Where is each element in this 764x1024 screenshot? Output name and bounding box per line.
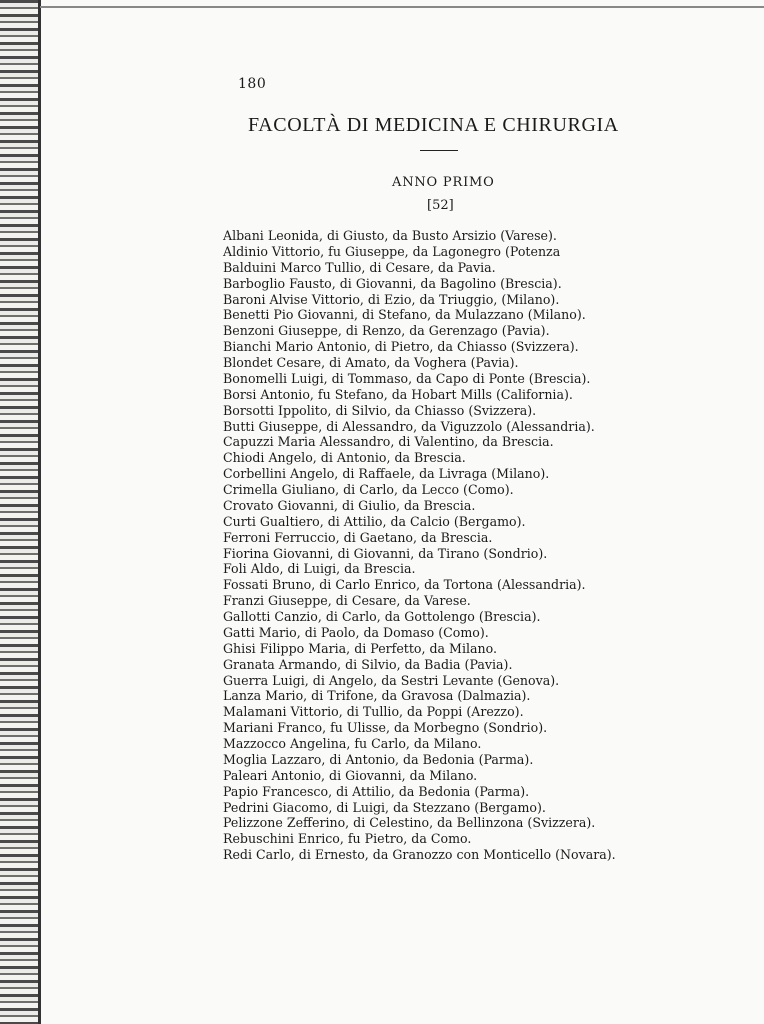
- student-entry: Benetti Pio Giovanni, di Stefano, da Mulazzano (Milano).: [223, 307, 586, 323]
- student-entry: Rebuschini Enrico, fu Pietro, da Como.: [223, 831, 472, 847]
- student-entry: Bonomelli Luigi, di Tommaso, da Capo di Ponte (Brescia).: [223, 370, 591, 386]
- student-entry: Papio Francesco, di Attilio, da Bedonia (Parma).: [223, 783, 530, 799]
- student-entry: Paleari Antonio, di Giovanni, da Milano.: [223, 767, 478, 783]
- student-entry: Bianchi Mario Antonio, di Pietro, da Chiasso (Svizzera).: [223, 339, 579, 355]
- student-entry: Baroni Alvise Vittorio, di Ezio, da Triuggio, (Milano).: [223, 291, 560, 307]
- student-entry: Benzoni Giuseppe, di Renzo, da Gerenzago (Pavia).: [223, 323, 550, 339]
- student-list: [223, 228, 616, 863]
- student-entry: Pelizzone Zefferino, di Celestino, da Bellinzona (Svizzera).: [223, 815, 596, 831]
- student-entry: Borsotti Ippolito, di Silvio, da Chiasso (Svizzera).: [223, 402, 537, 418]
- student-entry: Butti Giuseppe, di Alessandro, da Viguzzolo (Alessandria).: [223, 418, 595, 434]
- student-entry: Ferroni Ferruccio, di Gaetano, da Brescia.: [223, 529, 493, 545]
- student-entry: Foli Aldo, di Luigi, da Brescia.: [223, 561, 416, 577]
- student-entry: Fossati Bruno, di Carlo Enrico, da Tortona (Alessandria).: [223, 577, 586, 593]
- student-entry: Borsi Antonio, fu Stefano, da Hobart Mills (California).: [223, 386, 573, 402]
- page-top-edge: [40, 6, 764, 8]
- student-entry: Barboglio Fausto, di Giovanni, da Bagolino (Brescia).: [223, 275, 562, 291]
- student-entry: Moglia Lazzaro, di Antonio, da Bedonia (Parma).: [223, 751, 534, 767]
- student-entry: Aldinio Vittorio, fu Giuseppe, da Lagonegro (Potenza: [223, 243, 561, 259]
- student-entry: Corbellini Angelo, di Raffaele, da Livraga (Milano).: [223, 466, 550, 482]
- page-title: FACOLTÀ DI MEDICINA E CHIRURGIA: [248, 114, 619, 136]
- student-entry: Mariani Franco, fu Ulisse, da Morbegno (Sondrio).: [223, 720, 548, 736]
- student-entry: Capuzzi Maria Alessandro, di Valentino, da Brescia.: [223, 434, 554, 450]
- book-binding-edge: [0, 0, 40, 1024]
- student-count: [52]: [427, 198, 454, 213]
- student-entry: Crimella Giuliano, di Carlo, da Lecco (Como).: [223, 482, 514, 497]
- student-entry: Guerra Luigi, di Angelo, da Sestri Levante (Genova).: [223, 672, 560, 688]
- student-entry: Chiodi Angelo, di Antonio, da Brescia.: [223, 450, 466, 466]
- student-entry: Curti Gualtiero, di Attilio, da Calcio (Bergamo).: [223, 513, 526, 529]
- student-entry: Redi Carlo, di Ernesto, da Granozzo con Monticello (Novara).: [223, 847, 616, 863]
- student-entry: Fiorina Giovanni, di Giovanni, da Tirano (Sondrio).: [223, 545, 548, 561]
- student-entry: Crovato Giovanni, di Giulio, da Brescia.: [223, 497, 476, 513]
- student-entry: Gatti Mario, di Paolo, da Domaso (Como).: [223, 624, 489, 640]
- student-entry: Pedrini Giacomo, di Luigi, da Stezzano (Bergamo).: [223, 799, 546, 815]
- page-number: 180: [238, 76, 267, 92]
- student-entry: Malamani Vittorio, di Tullio, da Poppi (Arezzo).: [223, 704, 524, 720]
- student-entry: Mazzocco Angelina, fu Carlo, da Milano.: [223, 736, 482, 751]
- section-heading: ANNO PRIMO: [392, 175, 495, 190]
- student-entry: Franzi Giuseppe, di Cesare, da Varese.: [223, 593, 471, 609]
- title-divider: [420, 150, 458, 151]
- student-entry: Granata Armando, di Silvio, da Badia (Pavia).: [223, 656, 513, 672]
- student-entry: Lanza Mario, di Trifone, da Gravosa (Dalmazia).: [223, 688, 531, 704]
- student-entry: Blondet Cesare, di Amato, da Voghera (Pavia).: [223, 355, 519, 370]
- student-entry: Ghisi Filippo Maria, di Perfetto, da Milano.: [223, 640, 497, 656]
- binding-shadow: [38, 0, 41, 1024]
- student-entry: Gallotti Canzio, di Carlo, da Gottolengo (Brescia).: [223, 609, 541, 624]
- student-entry: Balduini Marco Tullio, di Cesare, da Pavia.: [223, 259, 496, 275]
- student-entry: Albani Leonida, di Giusto, da Busto Arsizio (Varese).: [223, 228, 557, 243]
